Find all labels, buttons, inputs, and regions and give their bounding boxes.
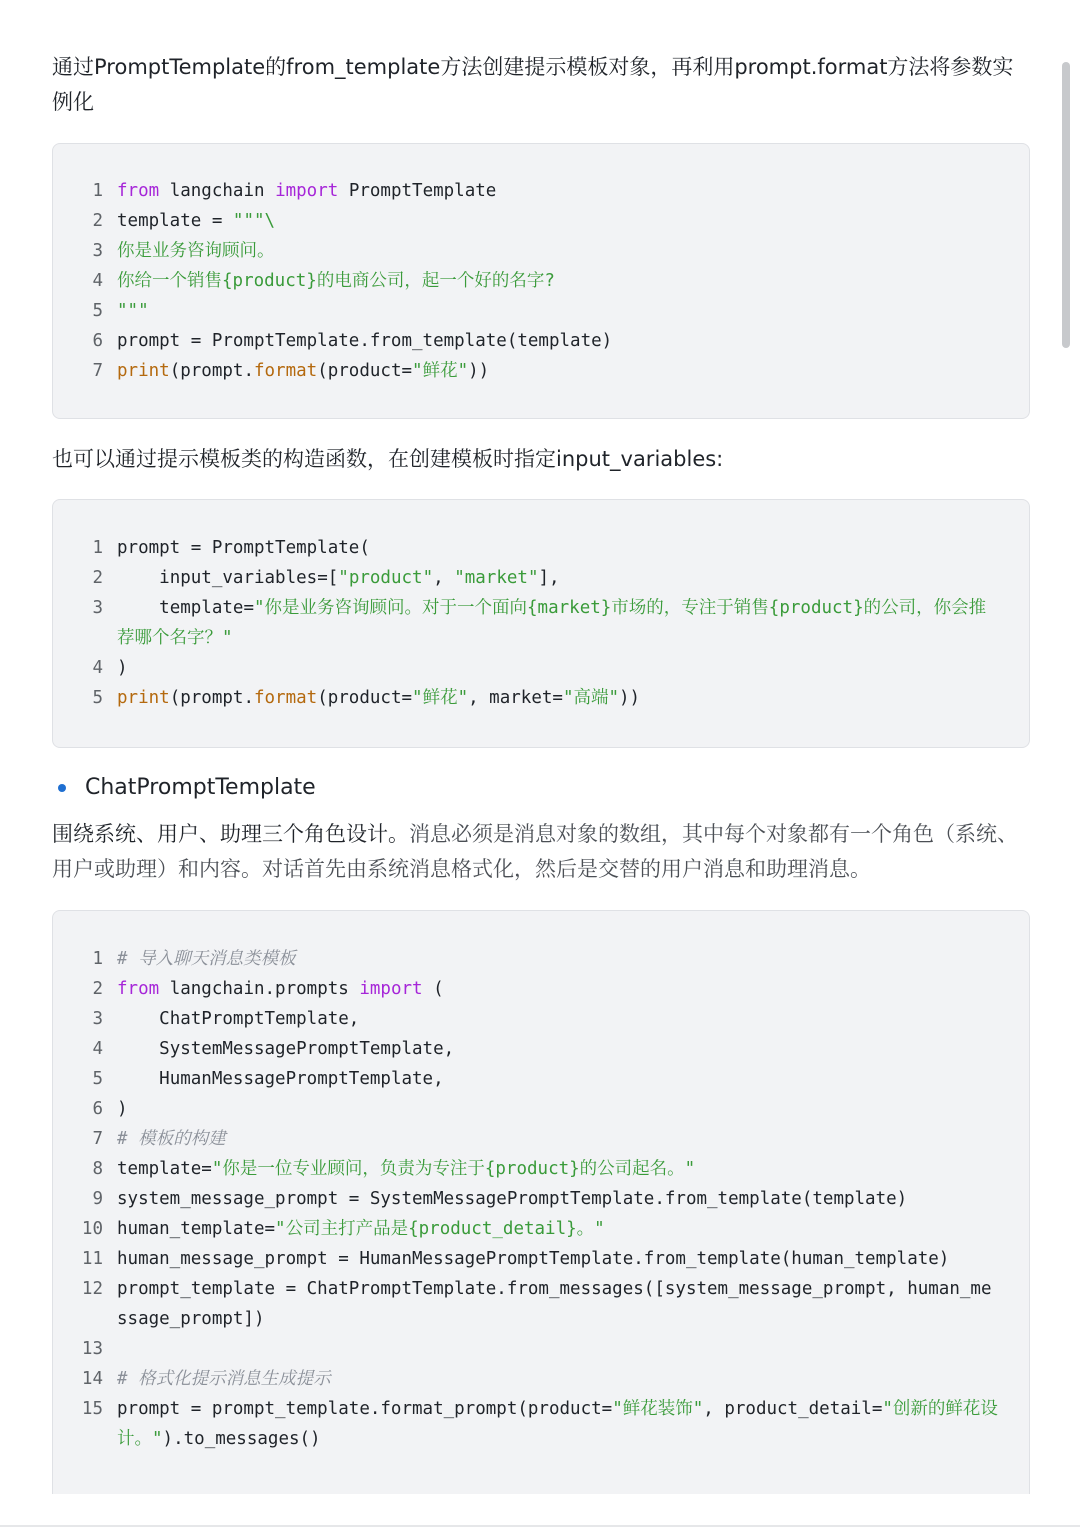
code-text xyxy=(117,1364,1029,1394)
code-token: (product= xyxy=(317,688,413,708)
line-number: 8 xyxy=(92,1159,103,1179)
code-token: # 格式化提示消息生成提示 xyxy=(117,1369,331,1389)
code-token: ) xyxy=(117,658,128,678)
code-token: prompt = PromptTemplate( xyxy=(117,538,370,558)
code-text xyxy=(117,1034,1029,1064)
code-text xyxy=(117,356,1029,386)
chat-description-lead: 围绕系统、用户、助理三个角色设计。 xyxy=(52,822,409,846)
scrollbar-thumb[interactable] xyxy=(1062,62,1070,348)
line-number: 5 xyxy=(92,301,103,321)
article-body xyxy=(52,50,1030,1494)
line-number: 4 xyxy=(92,271,103,291)
line-number: 2 xyxy=(92,979,103,999)
code-text xyxy=(117,236,1029,266)
code-text xyxy=(117,653,1029,683)
code-text xyxy=(117,1124,1029,1154)
code-token: """\ xyxy=(232,211,276,231)
code-text xyxy=(117,1154,1029,1184)
code-line xyxy=(53,1334,1029,1364)
line-number: 13 xyxy=(81,1339,103,1359)
code-token: prompt_template = ChatPromptTemplate.from_messages([system_message_prompt, human_message_prompt]) xyxy=(117,1279,992,1329)
code-text xyxy=(117,206,1029,236)
code-token: ], xyxy=(538,568,560,588)
code-line xyxy=(53,236,1029,266)
code-token: human_message_prompt = HumanMessagePromptTemplate.from_template(human_template) xyxy=(117,1249,950,1269)
code-line xyxy=(53,533,1029,563)
code-text xyxy=(117,683,1029,713)
code-line xyxy=(53,1394,1029,1454)
code-line xyxy=(53,1214,1029,1244)
line-number: 6 xyxy=(92,331,103,351)
code-text xyxy=(117,1214,1029,1244)
code-token: (product= xyxy=(317,361,413,381)
code-token: (prompt. xyxy=(169,361,254,381)
code-token: prompt = PromptTemplate.from_template(template) xyxy=(117,331,613,351)
code-token: langchain xyxy=(159,181,276,201)
code-line xyxy=(53,1184,1029,1214)
code-line xyxy=(53,266,1029,296)
code-text xyxy=(117,176,1029,206)
code-token: print xyxy=(117,361,170,381)
code-line xyxy=(53,1364,1029,1394)
code-text xyxy=(117,296,1029,326)
code-token: langchain.prompts xyxy=(159,979,360,999)
line-number: 3 xyxy=(92,598,103,618)
code-text xyxy=(117,974,1029,1004)
code-text xyxy=(117,1274,1029,1334)
code-token: # 模板的构建 xyxy=(117,1129,226,1149)
code-token: from xyxy=(117,181,160,201)
code-text xyxy=(117,563,1029,593)
code-token: "鲜花" xyxy=(412,361,469,381)
code-token: , xyxy=(433,568,455,588)
code-token: "你是一位专业顾问，负责为专注于{product}的公司起名。" xyxy=(211,1159,696,1179)
code-token: 你是业务咨询顾问。 xyxy=(117,241,275,261)
code-text xyxy=(117,326,1029,356)
line-number: 5 xyxy=(92,1069,103,1089)
code-text xyxy=(117,1094,1029,1124)
code-token: """ xyxy=(117,301,149,321)
code-text xyxy=(117,1064,1029,1094)
intro-line-1: 通过PromptTemplate的from_template方法创建提示模板对象，再利用prompt.format方法将参数实 xyxy=(52,55,1014,79)
line-number: 1 xyxy=(92,181,103,201)
code-token: format xyxy=(253,361,318,381)
code-text xyxy=(117,593,1029,653)
code-token: )) xyxy=(619,688,641,708)
code-token: "公司主打产品是{product_detail}。" xyxy=(275,1219,605,1239)
code-token: , market= xyxy=(468,688,563,708)
bullet-dot-icon xyxy=(58,784,66,792)
code-text xyxy=(117,533,1029,563)
code-token: import xyxy=(359,979,423,999)
code-token: , product_detail= xyxy=(703,1399,883,1419)
bullet-label: ChatPromptTemplate xyxy=(85,775,316,800)
code-token: ChatPromptTemplate, xyxy=(117,1009,360,1029)
code-text xyxy=(117,944,1029,974)
code-line xyxy=(53,1244,1029,1274)
line-number: 5 xyxy=(92,688,103,708)
code-line xyxy=(53,356,1029,386)
code-line xyxy=(53,1064,1029,1094)
code-line xyxy=(53,653,1029,683)
code-token: (prompt. xyxy=(169,688,254,708)
code-token: prompt = prompt_template.format_prompt(product= xyxy=(117,1399,613,1419)
code-token: print xyxy=(117,688,170,708)
chat-description-paragraph xyxy=(52,817,1030,887)
chat-description-rest: 消息必须是消息对象的数组，其中每个对象都有一个角色（系统、用户或助理）和内容。对话首先由系统消息格式化，然后是交替的用户消息和助理消息。 xyxy=(52,822,1018,881)
code-token: "你是业务咨询顾问。对于一个面向{market}市场的，专注于销售{product}的公司，你会推荐哪个名字？" xyxy=(117,598,987,648)
code-token: PromptTemplate xyxy=(338,181,497,201)
code-token: 你给一个销售{product}的电商公司，起一个好的名字? xyxy=(117,271,555,291)
code-token: human_template= xyxy=(117,1219,276,1239)
line-number: 11 xyxy=(81,1249,103,1269)
code-token: HumanMessagePromptTemplate, xyxy=(117,1069,444,1089)
code-block-chat-prompt xyxy=(52,910,1030,1494)
code-text xyxy=(117,1394,1029,1454)
code-line xyxy=(53,1004,1029,1034)
line-number: 7 xyxy=(92,361,103,381)
line-number: 10 xyxy=(81,1219,103,1239)
line-number: 3 xyxy=(92,1009,103,1029)
line-number: 6 xyxy=(92,1099,103,1119)
code-token: input_variables=[ xyxy=(117,568,339,588)
code-token: import xyxy=(275,181,339,201)
line-number: 9 xyxy=(92,1189,103,1209)
code-token: )) xyxy=(468,361,490,381)
code-token: "鲜花" xyxy=(412,688,469,708)
code-line xyxy=(53,296,1029,326)
code-text xyxy=(117,1244,1029,1274)
line-number: 14 xyxy=(81,1369,103,1389)
code-token: "product" xyxy=(338,568,434,588)
code-token: # 导入聊天消息类模板 xyxy=(117,949,296,969)
code-line xyxy=(53,1154,1029,1184)
code-token: ( xyxy=(422,979,444,999)
code-line xyxy=(53,206,1029,236)
code-text xyxy=(117,266,1029,296)
intro-line-2: 例化 xyxy=(52,90,94,114)
constructor-paragraph: 也可以通过提示模板类的构造函数，在创建模板时指定input_variables: xyxy=(52,447,724,471)
code-token: "market" xyxy=(454,568,539,588)
line-number: 4 xyxy=(92,658,103,678)
code-token: ) xyxy=(117,1099,128,1119)
code-block-constructor xyxy=(52,499,1030,748)
line-number: 2 xyxy=(92,211,103,231)
line-number: 4 xyxy=(92,1039,103,1059)
line-number: 1 xyxy=(92,949,103,969)
code-token: system_message_prompt = SystemMessagePromptTemplate.from_template(template) xyxy=(117,1189,908,1209)
code-line xyxy=(53,683,1029,713)
code-token: format xyxy=(253,688,318,708)
code-line xyxy=(53,326,1029,356)
code-token: template = xyxy=(117,211,233,231)
code-line xyxy=(53,563,1029,593)
bullet-chat-prompt-template xyxy=(52,770,1030,806)
line-number: 7 xyxy=(92,1129,103,1149)
code-block-prompt-template xyxy=(52,143,1030,419)
code-text xyxy=(117,1184,1029,1214)
code-line xyxy=(53,593,1029,653)
code-token: "创新的鲜花设计。" xyxy=(117,1399,998,1449)
code-line xyxy=(53,1034,1029,1064)
code-text xyxy=(117,1334,1029,1364)
intro-paragraph xyxy=(52,50,1030,120)
code-token: from xyxy=(117,979,160,999)
code-line xyxy=(53,1274,1029,1334)
code-line xyxy=(53,974,1029,1004)
code-line xyxy=(53,1094,1029,1124)
code-text xyxy=(117,1004,1029,1034)
code-token: ).to_messages() xyxy=(162,1429,321,1449)
line-number: 15 xyxy=(81,1399,103,1419)
line-number: 3 xyxy=(92,241,103,261)
code-line xyxy=(53,176,1029,206)
code-token: template= xyxy=(117,1159,212,1179)
line-number: 2 xyxy=(92,568,103,588)
code-token: SystemMessagePromptTemplate, xyxy=(117,1039,455,1059)
code-token: "高端" xyxy=(562,688,620,708)
code-token: "鲜花装饰" xyxy=(612,1399,704,1419)
line-number: 1 xyxy=(92,538,103,558)
code-line xyxy=(53,944,1029,974)
line-number: 12 xyxy=(81,1279,103,1299)
code-line xyxy=(53,1124,1029,1154)
code-token: template= xyxy=(117,598,254,618)
